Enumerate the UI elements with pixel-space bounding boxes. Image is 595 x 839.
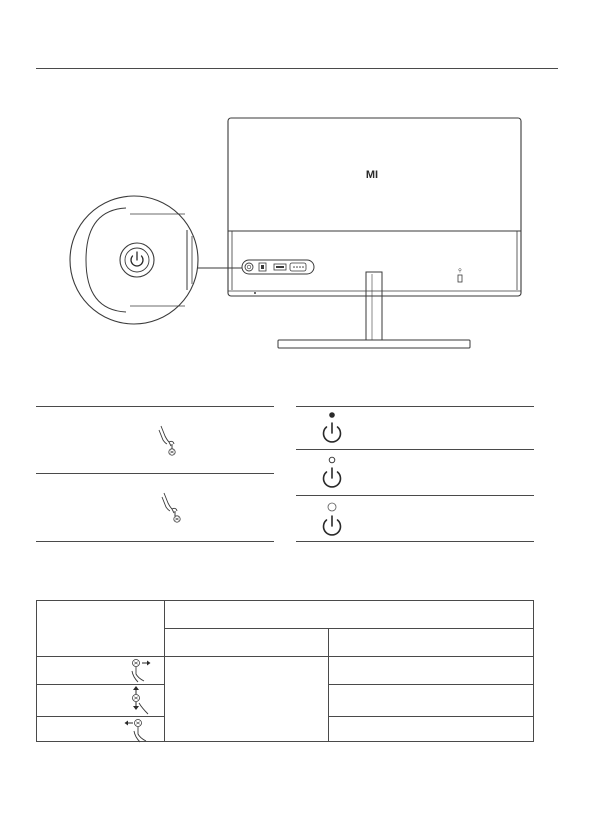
power-indicator-off-icon	[319, 502, 345, 536]
table-rule	[296, 541, 534, 542]
monitor-back-illustration	[60, 110, 540, 360]
push-left-icon	[122, 717, 152, 743]
table-rule	[36, 406, 274, 407]
table-rule	[36, 541, 274, 542]
table-rule	[296, 449, 534, 450]
power-button-small	[245, 263, 253, 271]
menu-table-frame	[36, 600, 534, 742]
push-up-down-icon	[126, 686, 154, 716]
mi-logo: MI	[365, 169, 379, 181]
press-button-icon	[155, 422, 185, 458]
power-indicator-solid-icon	[319, 411, 345, 443]
stand-base	[278, 340, 470, 348]
monitor-frame	[228, 118, 521, 296]
power-indicator-blinking-icon	[319, 456, 345, 488]
power-button-closeup	[70, 196, 198, 324]
stand-neck	[366, 272, 382, 340]
table-rule	[296, 406, 534, 407]
long-press-button-icon	[158, 489, 188, 525]
lock-slot-icon	[458, 268, 462, 282]
top-rule	[36, 68, 558, 69]
push-right-icon	[126, 657, 154, 683]
table-rule	[296, 495, 534, 496]
svg-text:⚲: ⚲	[458, 268, 462, 274]
table-rule	[36, 473, 274, 474]
